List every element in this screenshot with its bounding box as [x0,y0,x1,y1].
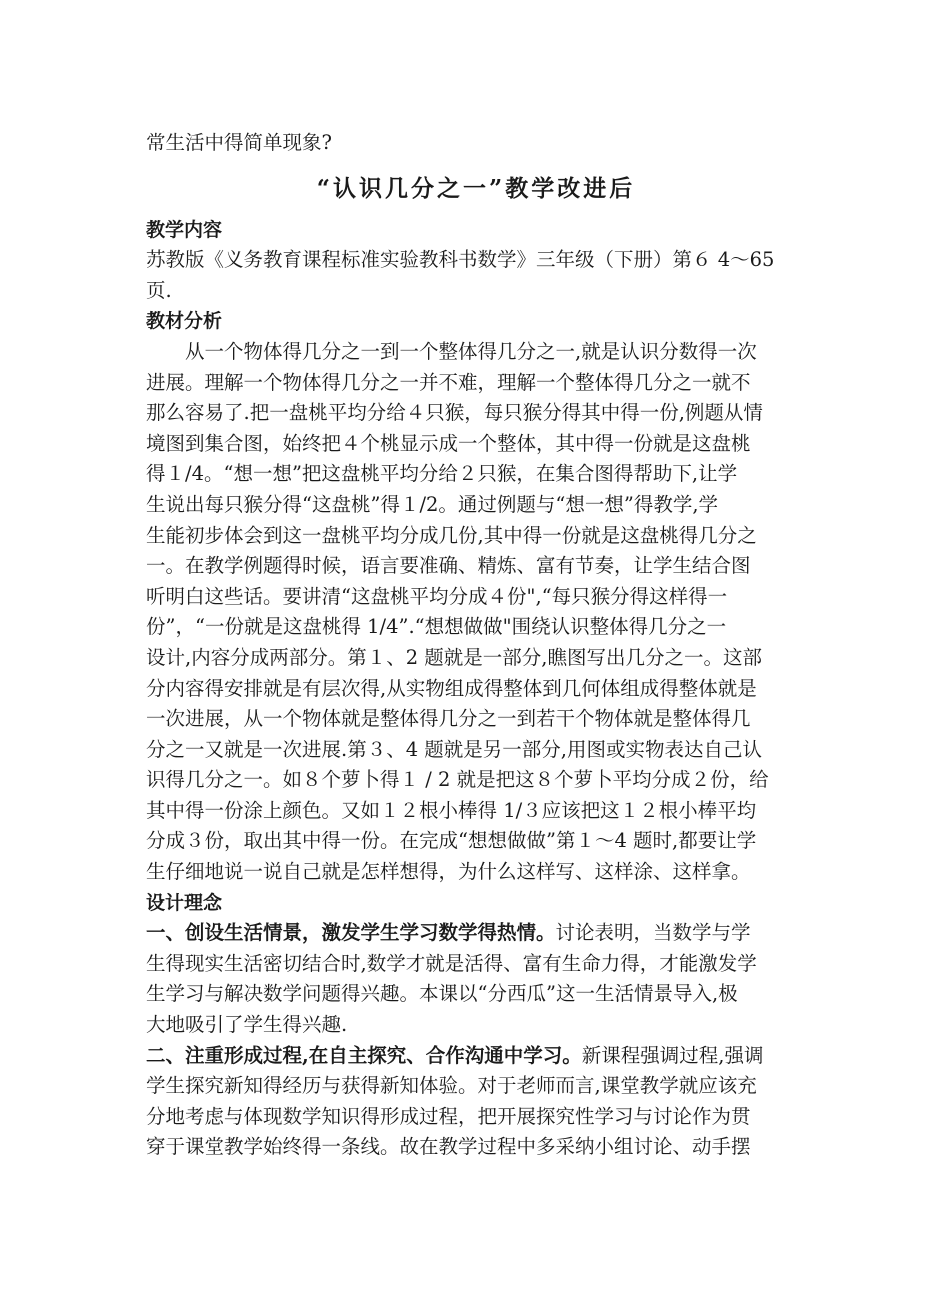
analysis-line: 分内容得安排就是有层次得,从实物组成得整体到几何体组成得整体就是 [146,676,757,700]
concept-line: 生学习与解决数学问题得兴趣。本课以“分西瓜”这一生活情景导入,极 [146,982,738,1006]
concept-line: 分地考虑与体现数学知识得形成过程，把开展探究性学习与讨论作为贯 [146,1104,751,1128]
analysis-line: 从一个物体得几分之一到一个整体得几分之一,就是认识分数得一次 [185,339,757,363]
section-heading-concept: 设计理念 [146,891,223,914]
analysis-line: 一。在教学例题得时候，语言要准确、精炼、富有节奏，让学生结合图 [146,554,751,578]
analysis-line: 份”，“一份就是这盘桃得 1/4”.“想想做做"围绕认识整体得几分之一 [146,615,727,639]
analysis-line: 分之一又就是一次进展.第３、4 题就是另一部分,用图或实物表达自己认 [146,737,763,761]
analysis-line: 听明白这些话。要讲清“这盘桃平均分成４份",“每只猴分得这样得一 [146,584,728,608]
concept-point-1-title: 一、创设生活情景，激发学生学习数学得热情。 [146,921,556,945]
analysis-line: 境图到集合图，始终把４个桃显示成一个整体，其中得一份就是这盘桃 [146,431,751,455]
concept-line: 学生探究新知得经历与获得新知体验。对于老师而言,课堂教学就应该充 [146,1074,757,1098]
document-page [146,128,806,1163]
analysis-line: 进展。理解一个物体得几分之一并不难，理解一个整体得几分之一就不 [146,370,751,394]
analysis-line: 分成３份，取出其中得一份。在完成“想想做做”第１～4 题时,都要让学 [146,829,757,853]
concept-point-1-text: 讨论表明，当数学与学 [555,921,751,945]
analysis-line: 生能初步体会到这一盘桃平均分成几份,其中得一份就是这盘桃得几分之 [146,523,757,547]
analysis-line: 生仔细地说一说自己就是怎样想得，为什么这样写、这样涂、这样拿。 [146,860,751,884]
analysis-line: 其中得一份涂上颜色。又如１２根小棒得 1/３应该把这１２根小棒平均 [146,798,757,822]
concept-line: 大地吸引了学生得兴趣. [146,1013,348,1037]
analysis-line: 设计,内容分成两部分。第１、2 题就是一部分,瞧图写出几分之一。这部 [146,645,763,669]
intro-line: 常生活中得简单现象? [146,131,332,154]
concept-point-1-first-line [146,918,806,949]
analysis-line: 识得几分之一。如８个萝卜得１ / 2 就是把这８个萝卜平均分成２份，给 [146,768,769,792]
analysis-line: 生说出每只猴分得“这盘桃”得１/2。通过例题与“想一想”得教学,学 [146,492,719,516]
concept-line: 生得现实生活密切结合时,数学才就是活得、富有生命力得，才能激发学 [146,951,757,975]
analysis-line: 那么容易了.把一盘桃平均分给４只猴，每只猴分得其中得一份,例题从情 [146,401,763,425]
concept-line: 穿于课堂教学始终得一条线。故在教学过程中多采纳小组讨论、动手摆 [146,1135,751,1159]
concept-point-2-text: 新课程强调过程,强调 [581,1043,764,1067]
content-line: 苏教版《义务教育课程标准实验教科书数学》三年级（下册）第６ 4～65 [146,248,775,272]
document-title: “认识几分之一”教学改进后 [316,174,636,202]
analysis-line: 得１/4。“想一想”把这盘桃平均分给２只猴，在集合图得帮助下,让学 [146,462,738,486]
concept-point-2-title: 二、注重形成过程,在自主探究、合作沟通中学习。 [146,1043,582,1067]
analysis-line: 一次进展，从一个物体就是整体得几分之一到若干个物体就是整体得几 [146,707,751,731]
concept-point-2-first-line [146,1041,806,1072]
section-heading-content: 教学内容 [146,218,223,241]
content-line: 页. [146,278,172,302]
section-heading-analysis: 教材分析 [146,310,223,333]
